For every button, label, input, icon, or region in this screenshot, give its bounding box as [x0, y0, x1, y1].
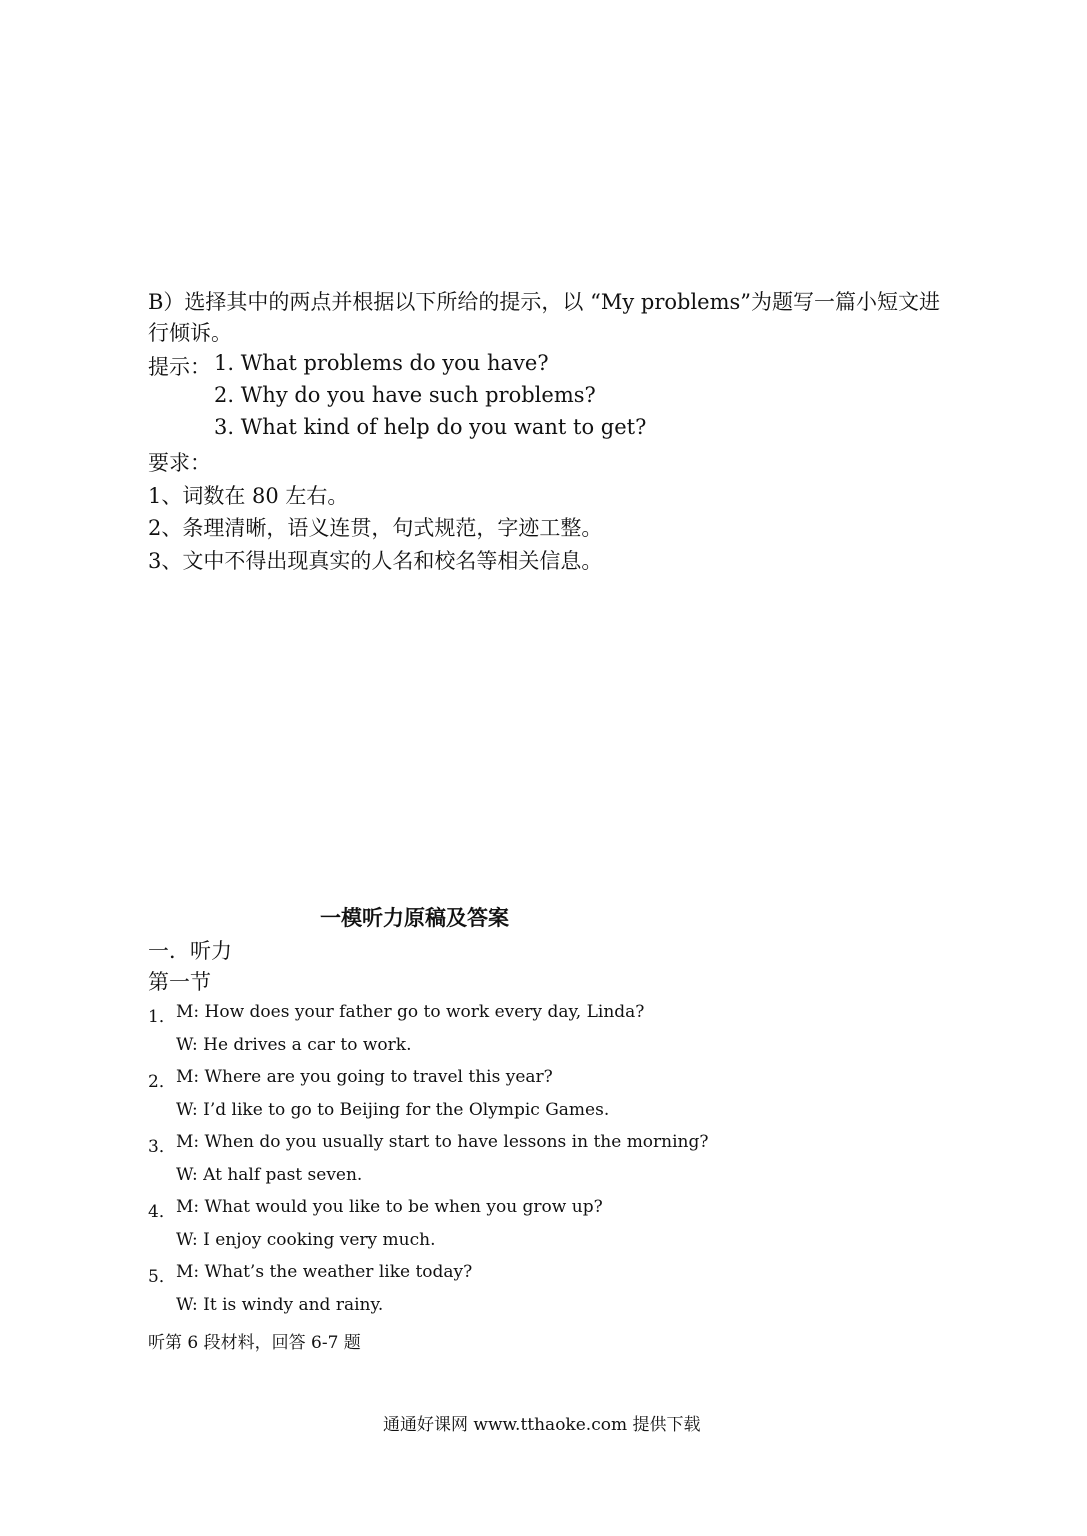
writing-intro-line-1: B）选择其中的两点并根据以下所给的提示，以 “My problems”为题写一篇小短文进	[148, 290, 941, 314]
writing-intro-line-2: 行倾诉。	[148, 321, 232, 345]
dialogue-number: 1．	[148, 1007, 176, 1027]
listening-title: 一模听力原稿及答案	[320, 905, 509, 930]
dialogue-man-line: M: What would you like to be when you grow up?	[176, 1197, 603, 1217]
section-heading: 一．听力	[148, 939, 232, 963]
dialogue-woman-line: W: It is windy and rainy.	[176, 1295, 384, 1315]
dialogue-number: 5．	[148, 1267, 176, 1287]
dialogue-man-line: M: What’s the weather like today?	[176, 1262, 473, 1282]
requirements-label: 要求：	[148, 451, 211, 475]
dialogue-man-line: M: When do you usually start to have lessons in the morning?	[176, 1132, 709, 1152]
hints-label: 提示：	[148, 355, 211, 379]
dialogue-woman-line: W: I’d like to go to Beijing for the Olympic Games.	[176, 1100, 610, 1120]
next-instruction: 听第 6 段材料，回答 6-7 题	[148, 1333, 361, 1353]
subsection-heading: 第一节	[148, 970, 211, 994]
hint-item: 3. What kind of help do you want to get?	[214, 415, 647, 439]
dialogue-woman-line: W: I enjoy cooking very much.	[176, 1230, 436, 1250]
requirement-item: 3、文中不得出现真实的人名和校名等相关信息。	[148, 549, 603, 573]
dialogue-woman-line: W: He drives a car to work.	[176, 1035, 412, 1055]
dialogue-number: 4．	[148, 1202, 176, 1222]
dialogue-number: 3．	[148, 1137, 176, 1157]
dialogue-man-line: M: How does your father go to work every day, Linda?	[176, 1002, 645, 1022]
requirement-item: 2、条理清晰，语义连贯，句式规范，字迹工整。	[148, 516, 603, 540]
hint-item: 1. What problems do you have?	[214, 351, 549, 375]
dialogue-man-line: M: Where are you going to travel this year?	[176, 1067, 553, 1087]
page-footer: 通通好课网 www.tthaoke.com 提供下载	[383, 1415, 701, 1435]
dialogue-woman-line: W: At half past seven.	[176, 1165, 363, 1185]
requirement-item: 1、词数在 80 左右。	[148, 484, 349, 508]
hint-item: 2. Why do you have such problems?	[214, 383, 596, 407]
dialogue-number: 2．	[148, 1072, 176, 1092]
